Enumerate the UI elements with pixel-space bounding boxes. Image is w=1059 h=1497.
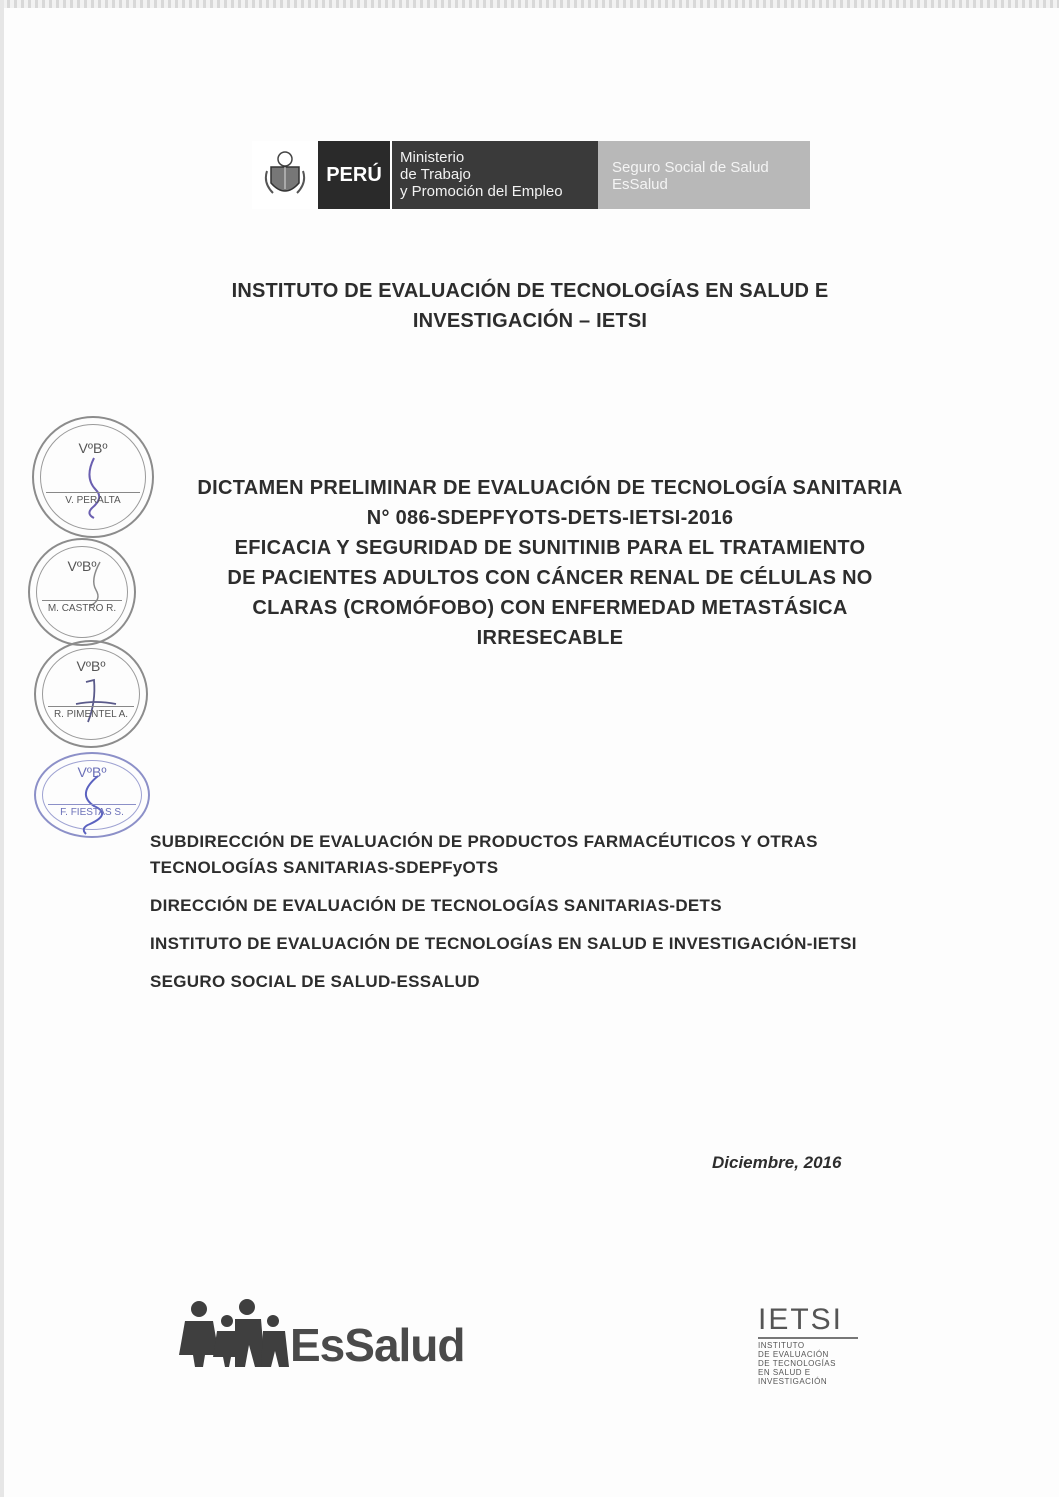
ministry-line: Ministerio [400, 149, 465, 166]
ietsi-sub-line: EN SALUD E [758, 1368, 811, 1377]
stamp-vb: VºBº [76, 658, 106, 674]
unit-line: DIRECCIÓN DE EVALUACIÓN DE TECNOLOGÍAS SANITARIAS-DETS [150, 896, 722, 915]
unit-line: SUBDIRECCIÓN DE EVALUACIÓN DE PRODUCTOS FARMACÉUTICOS Y OTRAS TECNOLOGÍAS SANITARIAS-SDEPFyOTS [150, 832, 818, 877]
scan-edge-left [0, 0, 4, 1497]
essalud-label [598, 141, 810, 209]
stamp-name: R. PIMENTEL A. [48, 706, 134, 720]
unit-line: SEGURO SOCIAL DE SALUD-ESSALUD [150, 972, 480, 991]
signature-icon [36, 754, 152, 840]
dictamen-line: IRRESECABLE [476, 627, 624, 649]
peru-label: PERÚ [318, 141, 392, 209]
ietsi-sub-line: DE TECNOLOGÍAS [758, 1359, 836, 1368]
ietsi-sub-line: INSTITUTO [758, 1341, 805, 1350]
signature-icon [34, 418, 156, 540]
institute-title [180, 276, 880, 336]
dictamen-line: DE PACIENTES ADULTOS CON CÁNCER RENAL DE CÉLULAS NO [227, 567, 873, 589]
stamp-vb: VºBº [77, 764, 107, 780]
approval-stamp [34, 640, 148, 748]
coat-of-arms-icon [252, 141, 318, 209]
institute-title-line: INVESTIGACIÓN – IETSI [412, 310, 648, 332]
government-banner [252, 141, 810, 209]
approval-stamp [32, 416, 154, 538]
essalud-line: EsSalud [612, 176, 668, 193]
ietsi-logo-bar [758, 1337, 858, 1339]
ietsi-logo-subtitle [758, 1341, 878, 1386]
dictamen-line: EFICACIA Y SEGURIDAD DE SUNITINIB PARA EL TRATAMIENTO [234, 537, 866, 559]
dictamen-line: CLARAS (CROMÓFOBO) CON ENFERMEDAD METASTÁSICA [252, 597, 848, 619]
ietsi-sub-line: INVESTIGACIÓN [758, 1377, 828, 1386]
scan-edge-top [0, 0, 1059, 8]
signature-icon [30, 540, 138, 648]
stamp-name: F. FIESTAS S. [48, 804, 136, 818]
stamp-vb: VºBº [67, 558, 97, 574]
unit-line: INSTITUTO DE EVALUACIÓN DE TECNOLOGÍAS EN SALUD E INVESTIGACIÓN-IETSI [150, 934, 857, 953]
signature-icon [36, 642, 150, 750]
document-date: Diciembre, 2016 [712, 1153, 842, 1172]
ministry-label [392, 141, 598, 209]
stamp-name: V. PERALTA [46, 492, 140, 506]
stamp-vb: VºBº [78, 440, 108, 456]
ministry-line: y Promoción del Empleo [400, 183, 563, 200]
approval-stamp [34, 752, 150, 838]
approval-stamp [28, 538, 136, 646]
dictamen-title [150, 473, 950, 653]
essalud-line: Seguro Social de Salud [612, 159, 769, 176]
dictamen-line: DICTAMEN PRELIMINAR DE EVALUACIÓN DE TECNOLOGÍA SANITARIA [197, 477, 903, 499]
dictamen-line: N° 086-SDEPFYOTS-DETS-IETSI-2016 [366, 507, 734, 529]
essalud-logo-text: EsSalud [290, 1319, 465, 1371]
ministry-line: de Trabajo [400, 166, 471, 183]
issuing-units [150, 829, 930, 1007]
ietsi-sub-line: DE EVALUACIÓN [758, 1350, 829, 1359]
institute-title-line: INSTITUTO DE EVALUACIÓN DE TECNOLOGÍAS EN SALUD E [231, 280, 829, 302]
ietsi-logo [758, 1305, 878, 1386]
ietsi-logo-text: IETSI [758, 1303, 844, 1336]
stamp-name: M. CASTRO R. [42, 600, 122, 614]
